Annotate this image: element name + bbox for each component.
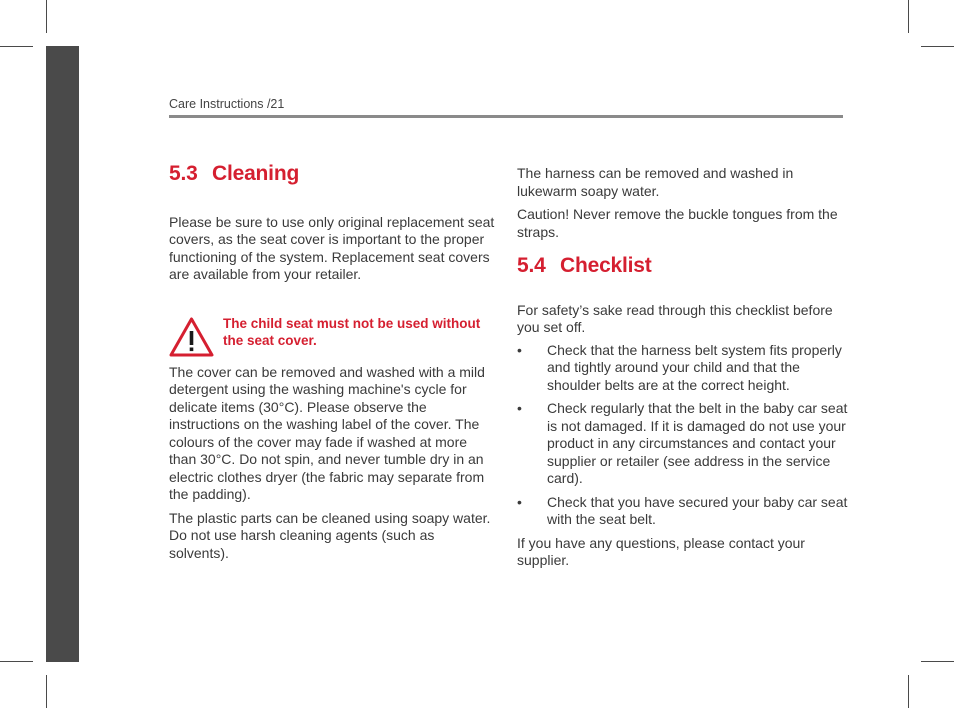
list-item <box>517 494 849 529</box>
list-item <box>517 342 849 395</box>
list-item <box>517 400 849 488</box>
crop-mark <box>46 0 47 33</box>
section-title: Checklist <box>560 254 652 277</box>
bullet-icon: • <box>517 341 522 358</box>
list-item-text: Check that the harness belt system fits properly and tightly around your child and that the shoulder belts are at the correct height. <box>547 341 842 393</box>
crop-mark <box>921 661 954 662</box>
page-sidebar-bar <box>46 46 79 662</box>
list-item-text: Check that you have secured your baby car seat with the seat belt. <box>547 493 848 527</box>
right-column <box>517 165 849 570</box>
crop-mark <box>46 675 47 708</box>
caution-paragraph: Caution! Never remove the buckle tongues from the straps. <box>517 206 838 240</box>
header-rule <box>169 115 843 118</box>
running-head: Care Instructions /21 <box>169 97 285 111</box>
closing-paragraph: If you have any questions, please contact your supplier. <box>517 534 805 568</box>
warning-block <box>169 314 497 358</box>
checklist-intro: For safety’s sake read through this checklist before you set off. <box>517 301 833 335</box>
section-heading-cleaning <box>169 162 497 185</box>
section-number: 5.3 <box>169 162 198 185</box>
section-number: 5.4 <box>517 254 546 277</box>
crop-mark <box>908 0 909 33</box>
warning-triangle-icon <box>169 317 214 357</box>
cleaning-intro: Please be sure to use only original replacement seat covers, as the seat cover is important to the proper functioning of the system. Replacement seat covers are available from your retailer. <box>169 213 495 282</box>
list-item-text: Check regularly that the belt in the baby car seat is not damaged. If it is damaged do not use your product in any circumstances and contact your supplier or retailer (see address in the service card). <box>547 400 848 486</box>
section-heading-checklist <box>517 254 849 277</box>
left-column <box>169 162 497 562</box>
checklist <box>517 342 849 529</box>
harness-paragraph: The harness can be removed and washed in lukewarm soapy water. <box>517 165 794 199</box>
crop-mark <box>908 675 909 708</box>
cover-washing-paragraph: The cover can be removed and washed with a mild detergent using the washing machine's cycle for delicate items (30°C). Please observe the instructions on the washing label of the cover. The colours of the cover may fade if washed at more than 30°C. Do not spin, and never tumble dry in an electric clothes dryer (the fabric may separate from the padding). <box>169 363 485 502</box>
bullet-icon: • <box>517 493 522 510</box>
crop-mark <box>921 46 954 47</box>
warning-text: The child seat must not be used without the seat cover. <box>223 315 481 348</box>
section-title: Cleaning <box>212 162 300 185</box>
crop-mark <box>0 46 33 47</box>
crop-mark <box>0 661 33 662</box>
plastic-parts-paragraph: The plastic parts can be cleaned using soapy water. Do not use harsh cleaning agents (such as solvents). <box>169 509 491 561</box>
bullet-icon: • <box>517 400 522 416</box>
